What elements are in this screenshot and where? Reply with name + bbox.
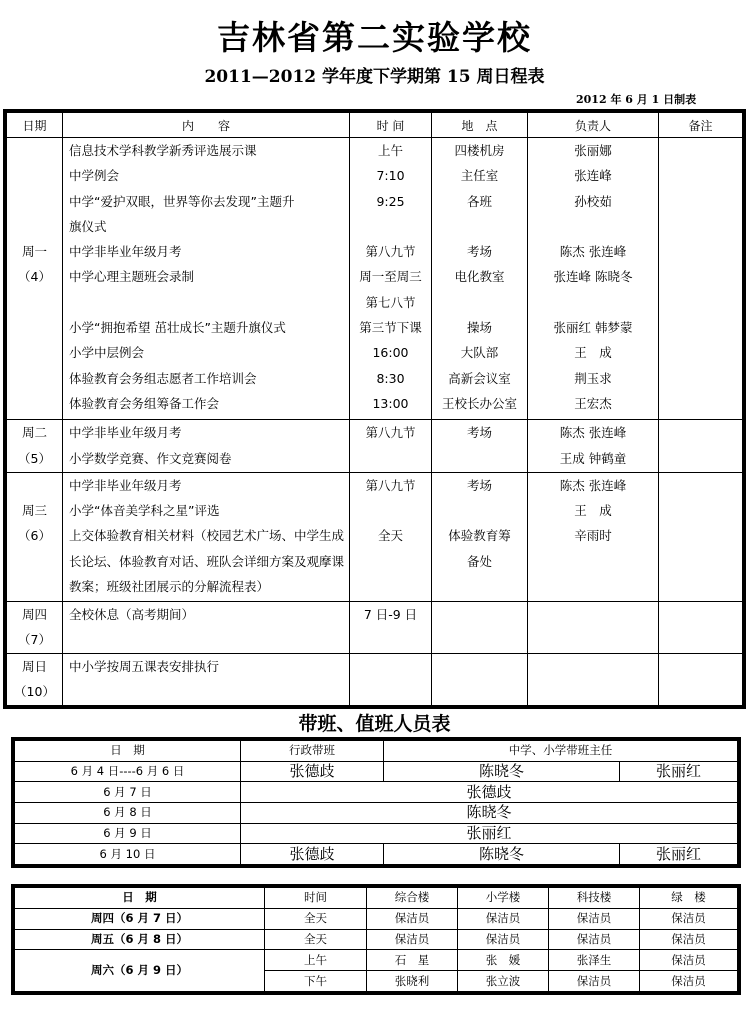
schedule-content: 小学数学竞赛、作文竞赛阅卷 bbox=[69, 450, 232, 466]
schedule-person: 王 成 bbox=[574, 345, 612, 361]
schedule-time: 7:10 bbox=[376, 168, 405, 184]
schedule-place: 大队部 bbox=[460, 345, 499, 361]
schedule-day-row bbox=[7, 653, 743, 705]
cleaning-date: 周五（6 月 8 日） bbox=[15, 929, 265, 950]
schedule-place-cell bbox=[432, 601, 528, 653]
schedule-content: 中学“爱护双眼，世界等你去发现”主题升 bbox=[69, 193, 295, 209]
schedule-content: 全校休息（高考期间） bbox=[69, 606, 195, 622]
schedule-person bbox=[528, 602, 658, 627]
weekly-schedule-table bbox=[3, 109, 746, 709]
day-name: 周日 bbox=[21, 658, 47, 674]
schedule-content: 信息技术学科教学新秀评选展示课 bbox=[69, 143, 257, 158]
schedule-person bbox=[528, 290, 658, 315]
duty-date: 6 月 9 日 bbox=[15, 823, 241, 844]
schedule-day-row bbox=[7, 138, 743, 420]
schedule-remark-cell bbox=[659, 601, 743, 653]
schedule-place-cell bbox=[432, 138, 528, 420]
cleaning-cell: 张泽生 bbox=[549, 950, 640, 971]
schedule-time bbox=[350, 654, 431, 679]
duty-person: 张丽红 bbox=[241, 823, 738, 844]
schedule-content: 小学中层例会 bbox=[69, 345, 145, 361]
schedule-place: 备处 bbox=[466, 553, 492, 569]
day-name: 周二 bbox=[21, 425, 47, 441]
schedule-person: 张丽红 韩梦蒙 bbox=[553, 320, 633, 336]
schedule-day bbox=[7, 472, 63, 601]
schedule-day bbox=[7, 420, 63, 472]
duty-admin: 张德歧 bbox=[241, 761, 384, 782]
schedule-person bbox=[528, 574, 658, 599]
duty-row bbox=[15, 782, 738, 803]
duty-teacher: 张丽红 bbox=[620, 761, 738, 782]
schedule-content bbox=[63, 679, 349, 704]
schedule-person-cell bbox=[528, 138, 659, 420]
schedule-place: 王校长办公室 bbox=[441, 395, 517, 411]
schedule-time: 第八九节 bbox=[365, 477, 416, 493]
schedule-time: 8:30 bbox=[376, 370, 405, 386]
schedule-subtitle: 2011—2012 学年度下学期第 15 周日程表 bbox=[204, 67, 545, 87]
cleaning-cell: 保洁员 bbox=[549, 971, 640, 992]
schedule-time bbox=[350, 214, 431, 239]
cleaning-col-building: 科技楼 bbox=[549, 888, 640, 909]
duty-row bbox=[15, 823, 738, 844]
duty-date: 6 月 4 日----6 月 6 日 bbox=[15, 761, 241, 782]
duty-col-teachers: 中学、小学带班主任 bbox=[384, 741, 738, 762]
cleaning-time: 全天 bbox=[265, 908, 367, 929]
duty-col-admin: 行政带班 bbox=[241, 741, 384, 762]
schedule-content-cell bbox=[63, 653, 350, 705]
schedule-place: 考场 bbox=[466, 244, 492, 260]
schedule-day bbox=[7, 653, 63, 705]
schedule-content: 中学非毕业年级月考 bbox=[69, 425, 182, 441]
cleaning-cell: 石 星 bbox=[367, 950, 458, 971]
schedule-content: 长论坛、体验教育对话、班队会详细方案及观摩课 bbox=[69, 553, 345, 569]
duty-table-title: 带班、值班人员表 bbox=[298, 713, 451, 735]
schedule-person-cell bbox=[528, 601, 659, 653]
cleaning-cell: 保洁员 bbox=[640, 908, 738, 929]
duty-row bbox=[15, 761, 738, 782]
schedule-day bbox=[7, 601, 63, 653]
schedule-content bbox=[63, 627, 349, 652]
schedule-place-cell bbox=[432, 472, 528, 601]
schedule-remark-cell bbox=[659, 653, 743, 705]
schedule-time bbox=[350, 574, 431, 599]
cleaning-cell: 保洁员 bbox=[640, 971, 738, 992]
schedule-content: 体验教育会务组筹备工作会 bbox=[69, 395, 220, 411]
duty-row bbox=[15, 844, 738, 865]
schedule-content: 中学心理主题班会录制 bbox=[69, 269, 195, 285]
schedule-place: 电化教室 bbox=[454, 269, 505, 285]
cleaning-row bbox=[15, 950, 738, 971]
cleaning-col-building: 小学楼 bbox=[458, 888, 549, 909]
day-name: 周一 bbox=[21, 244, 47, 260]
schedule-place bbox=[432, 679, 527, 704]
schedule-content: 上交体验教育相关材料（校园艺术广场、中学生成 bbox=[69, 528, 345, 544]
schedule-remark-cell bbox=[659, 472, 743, 601]
schedule-remark-cell bbox=[659, 420, 743, 472]
schedule-content: 小学“拥抱希望 茁壮成长”主题升旗仪式 bbox=[69, 320, 286, 336]
schedule-person: 陈杰 张连峰 bbox=[559, 244, 627, 260]
schedule-time bbox=[350, 549, 431, 574]
schedule-place: 体验教育筹 bbox=[448, 528, 511, 544]
duty-person: 陈晓冬 bbox=[241, 802, 738, 823]
schedule-person: 陈杰 张连峰 bbox=[559, 477, 627, 493]
schedule-time bbox=[350, 627, 431, 652]
cleaning-cell: 张晓利 bbox=[367, 971, 458, 992]
schedule-person bbox=[528, 654, 658, 679]
duty-teacher: 张丽红 bbox=[620, 844, 738, 865]
schedule-time: 第八九节 bbox=[365, 244, 416, 260]
schedule-person: 辛雨时 bbox=[574, 528, 612, 544]
schedule-time-cell bbox=[350, 653, 432, 705]
cleaning-cell: 张 媛 bbox=[458, 950, 549, 971]
schedule-place: 考场 bbox=[466, 477, 492, 493]
schedule-place bbox=[432, 214, 527, 239]
schedule-place: 主任室 bbox=[460, 168, 499, 184]
schedule-time-cell bbox=[350, 601, 432, 653]
day-number: （4） bbox=[18, 269, 51, 285]
col-person: 负责人 bbox=[528, 113, 659, 138]
duty-teacher: 陈晓冬 bbox=[384, 844, 620, 865]
schedule-place bbox=[432, 290, 527, 315]
duty-col-date: 日 期 bbox=[15, 741, 241, 762]
schedule-day-row bbox=[7, 601, 743, 653]
cleaning-col-building: 综合楼 bbox=[367, 888, 458, 909]
cleaning-cell: 保洁员 bbox=[549, 929, 640, 950]
schedule-place bbox=[432, 602, 527, 627]
schedule-day-row bbox=[7, 420, 743, 472]
schedule-time: 全天 bbox=[377, 528, 403, 544]
schedule-place: 考场 bbox=[466, 425, 492, 441]
cleaning-cell: 保洁员 bbox=[458, 929, 549, 950]
cleaning-cell: 保洁员 bbox=[549, 908, 640, 929]
col-date: 日期 bbox=[7, 113, 63, 138]
schedule-content: 中学非毕业年级月考 bbox=[69, 477, 182, 493]
schedule-content: 小学“体音美学科之星”评选 bbox=[69, 502, 220, 518]
duty-date: 6 月 10 日 bbox=[15, 844, 241, 865]
schedule-time bbox=[350, 679, 431, 704]
schedule-place: 四楼机房 bbox=[454, 143, 505, 158]
schedule-place: 高新会议室 bbox=[448, 370, 511, 386]
schedule-place bbox=[432, 574, 527, 599]
schedule-person: 王 成 bbox=[574, 502, 612, 518]
schedule-person: 张连峰 陈晓冬 bbox=[553, 269, 633, 285]
schedule-day-row bbox=[7, 472, 743, 601]
duty-row bbox=[15, 802, 738, 823]
schedule-time: 周一至周三 bbox=[359, 269, 422, 285]
schedule-header-row bbox=[7, 113, 743, 138]
cleaning-col-time: 时间 bbox=[265, 888, 367, 909]
schedule-person: 陈杰 张连峰 bbox=[559, 425, 627, 441]
col-content: 内 容 bbox=[63, 113, 350, 138]
schedule-content-cell bbox=[63, 601, 350, 653]
day-number: （6） bbox=[18, 528, 51, 544]
cleaning-col-date: 日 期 bbox=[15, 888, 265, 909]
duty-table bbox=[11, 737, 741, 868]
cleaning-date: 周六（6 月 9 日） bbox=[15, 950, 265, 992]
schedule-person-cell bbox=[528, 653, 659, 705]
schedule-content: 中小学按周五课表安排执行 bbox=[69, 658, 220, 674]
schedule-content: 体验教育会务组志愿者工作培训会 bbox=[69, 370, 257, 386]
duty-header-row bbox=[15, 741, 738, 762]
schedule-content-cell bbox=[63, 472, 350, 601]
schedule-person: 王宏杰 bbox=[574, 395, 612, 411]
schedule-time: 9:25 bbox=[376, 193, 405, 209]
schedule-person-cell bbox=[528, 472, 659, 601]
cleaning-cell: 张立波 bbox=[458, 971, 549, 992]
schedule-time: 第八九节 bbox=[365, 425, 416, 441]
schedule-day bbox=[7, 138, 63, 420]
schedule-person: 王成 钟鹤童 bbox=[559, 450, 627, 466]
schedule-content-cell bbox=[63, 420, 350, 472]
cleaning-cell: 保洁员 bbox=[640, 950, 738, 971]
col-time: 时 间 bbox=[350, 113, 432, 138]
schedule-content-cell bbox=[63, 138, 350, 420]
schedule-time bbox=[350, 446, 431, 471]
col-remark: 备注 bbox=[659, 113, 743, 138]
schedule-place bbox=[432, 627, 527, 652]
schedule-place bbox=[432, 446, 527, 471]
schedule-content: 教案；班级社团展示的分解流程表） bbox=[69, 578, 270, 594]
duty-date: 6 月 8 日 bbox=[15, 802, 241, 823]
schedule-content bbox=[63, 290, 349, 315]
schedule-person bbox=[528, 214, 658, 239]
schedule-person: 张连峰 bbox=[574, 168, 612, 184]
day-name: 周四 bbox=[21, 606, 47, 622]
cleaning-time: 下午 bbox=[265, 971, 367, 992]
cleaning-row bbox=[15, 929, 738, 950]
schedule-time: 第七八节 bbox=[365, 294, 416, 310]
schedule-content: 中学例会 bbox=[69, 168, 120, 184]
cleaning-cell: 保洁员 bbox=[367, 929, 458, 950]
cleaning-header-row bbox=[15, 888, 738, 909]
cleaning-cell: 保洁员 bbox=[640, 929, 738, 950]
cleaning-row bbox=[15, 908, 738, 929]
schedule-time: 上午 bbox=[377, 143, 403, 158]
schedule-person bbox=[528, 549, 658, 574]
schedule-person: 荆玉求 bbox=[574, 370, 612, 386]
schedule-place bbox=[432, 654, 527, 679]
cleaning-time: 全天 bbox=[265, 929, 367, 950]
schedule-content: 中学非毕业年级月考 bbox=[69, 244, 182, 260]
schedule-person: 张丽娜 bbox=[574, 143, 612, 158]
schedule-content: 旗仪式 bbox=[69, 218, 107, 234]
schedule-person bbox=[528, 679, 658, 704]
day-name: 周三 bbox=[21, 502, 47, 518]
schedule-person: 孙校茹 bbox=[574, 193, 612, 209]
col-place: 地 点 bbox=[432, 113, 528, 138]
schedule-remark-cell bbox=[659, 138, 743, 420]
school-title: 吉林省第二实验学校 bbox=[217, 18, 532, 57]
schedule-time: 16:00 bbox=[372, 345, 409, 361]
cleaning-date: 周四（6 月 7 日） bbox=[15, 908, 265, 929]
schedule-time bbox=[350, 498, 431, 523]
schedule-time-cell bbox=[350, 420, 432, 472]
duty-person: 张德歧 bbox=[241, 782, 738, 803]
made-date: 2012 年 6 月 1 日制表 bbox=[576, 93, 697, 106]
duty-teacher: 陈晓冬 bbox=[384, 761, 620, 782]
day-number: （7） bbox=[18, 631, 51, 647]
schedule-time-cell bbox=[350, 138, 432, 420]
schedule-time-cell bbox=[350, 472, 432, 601]
schedule-person bbox=[528, 627, 658, 652]
schedule-place: 各班 bbox=[466, 193, 492, 209]
duty-admin: 张德歧 bbox=[241, 844, 384, 865]
day-number: （5） bbox=[18, 450, 51, 466]
schedule-time: 7 日-9 日 bbox=[363, 606, 418, 622]
duty-date: 6 月 7 日 bbox=[15, 782, 241, 803]
cleaning-cell: 保洁员 bbox=[367, 908, 458, 929]
schedule-place-cell bbox=[432, 653, 528, 705]
schedule-time: 第三节下课 bbox=[359, 320, 422, 336]
cleaning-time: 上午 bbox=[265, 950, 367, 971]
schedule-place-cell bbox=[432, 420, 528, 472]
schedule-time: 13:00 bbox=[372, 395, 409, 411]
cleaning-cell: 保洁员 bbox=[458, 908, 549, 929]
schedule-place bbox=[432, 498, 527, 523]
schedule-place: 操场 bbox=[466, 320, 492, 336]
cleaning-col-building: 绿 楼 bbox=[640, 888, 738, 909]
day-number: （10） bbox=[14, 684, 55, 700]
schedule-person-cell bbox=[528, 420, 659, 472]
cleaning-table bbox=[11, 884, 741, 995]
